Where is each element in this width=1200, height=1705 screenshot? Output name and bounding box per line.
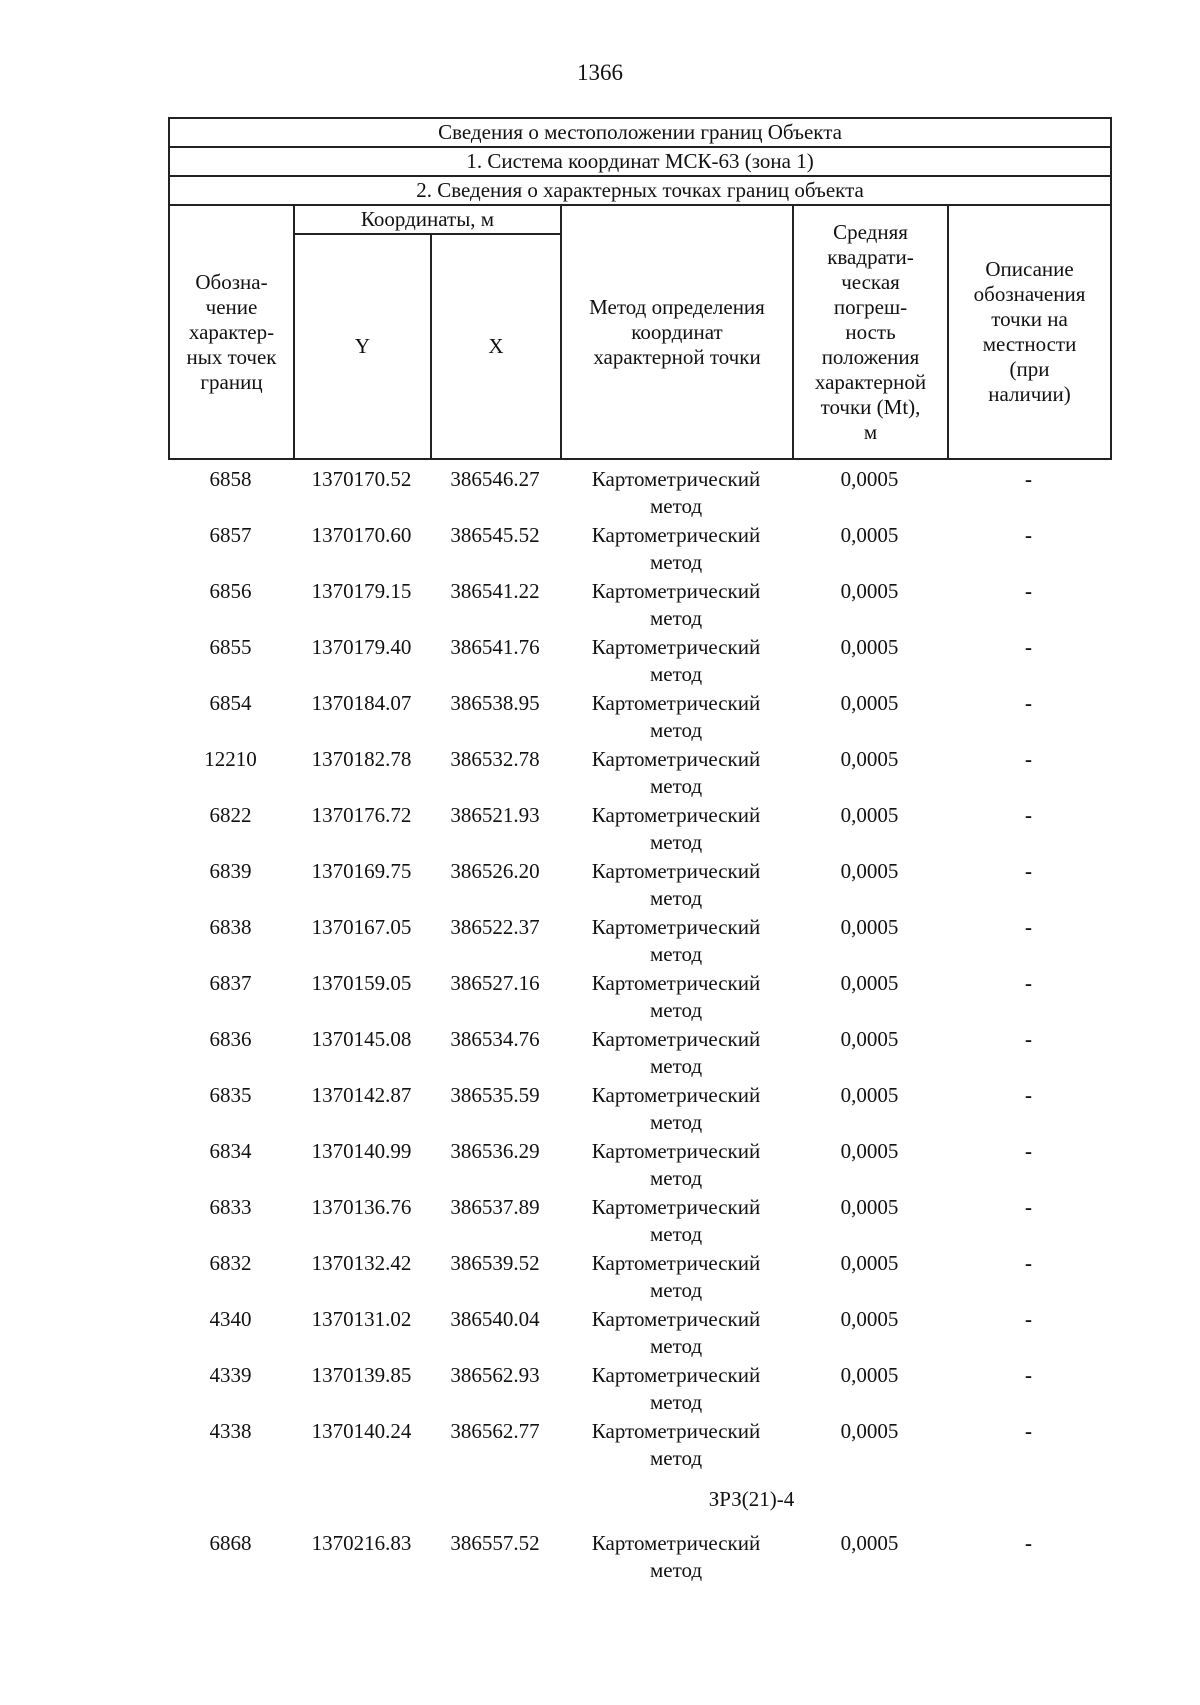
point-id: 6854: [209, 691, 252, 715]
method: Картометрический метод: [591, 971, 761, 1022]
point-id: 12210: [204, 747, 257, 771]
coord-x: 386537.89: [450, 1195, 540, 1219]
description: -: [1025, 467, 1032, 491]
table-row: [168, 466, 1110, 522]
description: -: [1025, 803, 1032, 827]
description: -: [1025, 915, 1032, 939]
error-value: 0,0005: [840, 1027, 899, 1051]
point-id: 4339: [209, 1363, 252, 1387]
table-header: [168, 117, 1112, 460]
coord-y: 1370170.52: [311, 467, 412, 491]
table-title-main: Сведения о местоположении границ Объекта: [169, 118, 1111, 147]
coord-x: 386546.27: [450, 467, 540, 491]
coord-y: 1370167.05: [311, 915, 412, 939]
col-description: Описание обозначения точки на местности (при наличии): [948, 205, 1111, 459]
error-value: 0,0005: [840, 523, 899, 547]
coord-x: 386539.52: [450, 1251, 540, 1275]
table-row: [168, 1362, 1110, 1418]
description: -: [1025, 523, 1032, 547]
method: Картометрический метод: [591, 747, 761, 798]
table-row: [168, 802, 1110, 858]
method: Картометрический метод: [591, 635, 761, 686]
point-id: 4340: [209, 1307, 252, 1331]
method: Картометрический метод: [591, 915, 761, 966]
error-value: 0,0005: [840, 747, 899, 771]
description: -: [1025, 579, 1032, 603]
zone-points-list: [168, 1530, 1110, 1586]
coord-y: 1370139.85: [311, 1363, 412, 1387]
description: -: [1025, 971, 1032, 995]
coord-x: 386557.52: [450, 1531, 540, 1555]
col-method: Метод определения координат характерной точки: [561, 205, 793, 459]
method: Картометрический метод: [591, 691, 761, 742]
method: Картометрический метод: [591, 859, 761, 910]
coord-x: 386532.78: [450, 747, 540, 771]
coord-y: 1370145.08: [311, 1027, 412, 1051]
point-id: 6835: [209, 1083, 252, 1107]
point-id: 6834: [209, 1139, 252, 1163]
point-id: 6836: [209, 1027, 252, 1051]
table-title-points: 2. Сведения о характерных точках границ объекта: [169, 176, 1111, 205]
coord-y: 1370142.87: [311, 1083, 412, 1107]
error-value: 0,0005: [840, 859, 899, 883]
error-value: 0,0005: [840, 971, 899, 995]
table-row: [168, 1530, 1110, 1586]
description: -: [1025, 635, 1032, 659]
error-value: 0,0005: [840, 1363, 899, 1387]
description: -: [1025, 1083, 1032, 1107]
table-body: [168, 466, 1110, 1586]
description: -: [1025, 1531, 1032, 1555]
table-row: [168, 1082, 1110, 1138]
method: Картометрический метод: [591, 1363, 761, 1414]
col-y: Y: [294, 234, 431, 459]
description: -: [1025, 1363, 1032, 1387]
coord-y: 1370132.42: [311, 1251, 412, 1275]
error-value: 0,0005: [840, 691, 899, 715]
point-id: 6868: [209, 1531, 252, 1555]
coord-x: 386535.59: [450, 1083, 540, 1107]
error-value: 0,0005: [840, 803, 899, 827]
table-row: [168, 522, 1110, 578]
table-row: [168, 746, 1110, 802]
error-value: 0,0005: [840, 1531, 899, 1555]
error-value: 0,0005: [840, 1083, 899, 1107]
method: Картометрический метод: [591, 523, 761, 574]
coord-y: 1370169.75: [311, 859, 412, 883]
point-id: 6855: [209, 635, 252, 659]
table-row: [168, 690, 1110, 746]
col-designation: Обозна- чение характер- ных точек границ: [169, 205, 294, 459]
coord-x: 386541.76: [450, 635, 540, 659]
zone-label-row: [168, 1474, 1110, 1530]
description: -: [1025, 1307, 1032, 1331]
error-value: 0,0005: [840, 915, 899, 939]
description: -: [1025, 859, 1032, 883]
description: -: [1025, 1251, 1032, 1275]
method: Картометрический метод: [591, 1027, 761, 1078]
table-row: [168, 858, 1110, 914]
method: Картометрический метод: [591, 1307, 761, 1358]
coord-x: 386521.93: [450, 803, 540, 827]
coord-x: 386522.37: [450, 915, 540, 939]
point-id: 6838: [209, 915, 252, 939]
point-id: 6858: [209, 467, 252, 491]
points-list: [168, 466, 1110, 1474]
coord-y: 1370131.02: [311, 1307, 412, 1331]
coord-y: 1370136.76: [311, 1195, 412, 1219]
coord-x: 386562.77: [450, 1419, 540, 1443]
coord-x: 386536.29: [450, 1139, 540, 1163]
table-row: [168, 914, 1110, 970]
method: Картометрический метод: [591, 1419, 761, 1470]
method: Картометрический метод: [591, 467, 761, 518]
error-value: 0,0005: [840, 635, 899, 659]
error-value: 0,0005: [840, 1139, 899, 1163]
error-value: 0,0005: [840, 579, 899, 603]
coord-y: 1370159.05: [311, 971, 412, 995]
point-id: 4338: [209, 1419, 252, 1443]
coord-y: 1370184.07: [311, 691, 412, 715]
point-id: 6837: [209, 971, 252, 995]
coord-x: 386526.20: [450, 859, 540, 883]
zone-label: ЗРЗ(21)-4: [708, 1487, 795, 1511]
description: -: [1025, 1419, 1032, 1443]
method: Картометрический метод: [591, 1139, 761, 1190]
table-row: [168, 1306, 1110, 1362]
coord-y: 1370170.60: [311, 523, 412, 547]
method: Картометрический метод: [591, 1195, 761, 1246]
description: -: [1025, 691, 1032, 715]
coord-x: 386527.16: [450, 971, 540, 995]
error-value: 0,0005: [840, 1251, 899, 1275]
coord-y: 1370140.99: [311, 1139, 412, 1163]
table-row: [168, 1250, 1110, 1306]
table-row: [168, 970, 1110, 1026]
table-row: [168, 1194, 1110, 1250]
col-error: Средняя квадрати- ческая погреш- ность положения характерной точки (Mt), м: [793, 205, 948, 459]
coord-x: 386538.95: [450, 691, 540, 715]
method: Картометрический метод: [591, 1251, 761, 1302]
method: Картометрический метод: [591, 803, 761, 854]
error-value: 0,0005: [840, 1419, 899, 1443]
col-x: X: [431, 234, 561, 459]
point-id: 6856: [209, 579, 252, 603]
description: -: [1025, 1195, 1032, 1219]
coord-y: 1370182.78: [311, 747, 412, 771]
table-row: [168, 578, 1110, 634]
coord-x: 386541.22: [450, 579, 540, 603]
description: -: [1025, 1139, 1032, 1163]
point-id: 6833: [209, 1195, 252, 1219]
coord-x: 386540.04: [450, 1307, 540, 1331]
table-row: [168, 1418, 1110, 1474]
coord-x: 386545.52: [450, 523, 540, 547]
description: -: [1025, 1027, 1032, 1051]
table-title-system: 1. Система координат МСК-63 (зона 1): [169, 147, 1111, 176]
col-coordinates: Координаты, м: [294, 205, 561, 234]
coord-y: 1370179.15: [311, 579, 412, 603]
method: Картометрический метод: [591, 579, 761, 630]
coord-x: 386562.93: [450, 1363, 540, 1387]
table-row: [168, 1026, 1110, 1082]
table-row: [168, 1138, 1110, 1194]
coord-y: 1370140.24: [311, 1419, 412, 1443]
point-id: 6832: [209, 1251, 252, 1275]
error-value: 0,0005: [840, 1307, 899, 1331]
table-row: [168, 634, 1110, 690]
coord-y: 1370176.72: [311, 803, 412, 827]
point-id: 6822: [209, 803, 252, 827]
method: Картометрический метод: [591, 1531, 761, 1582]
error-value: 0,0005: [840, 1195, 899, 1219]
description: -: [1025, 747, 1032, 771]
coord-y: 1370179.40: [311, 635, 412, 659]
error-value: 0,0005: [840, 467, 899, 491]
coord-y: 1370216.83: [311, 1531, 412, 1555]
method: Картометрический метод: [591, 1083, 761, 1134]
page-number: 1366: [577, 60, 623, 85]
point-id: 6839: [209, 859, 252, 883]
point-id: 6857: [209, 523, 252, 547]
coord-x: 386534.76: [450, 1027, 540, 1051]
